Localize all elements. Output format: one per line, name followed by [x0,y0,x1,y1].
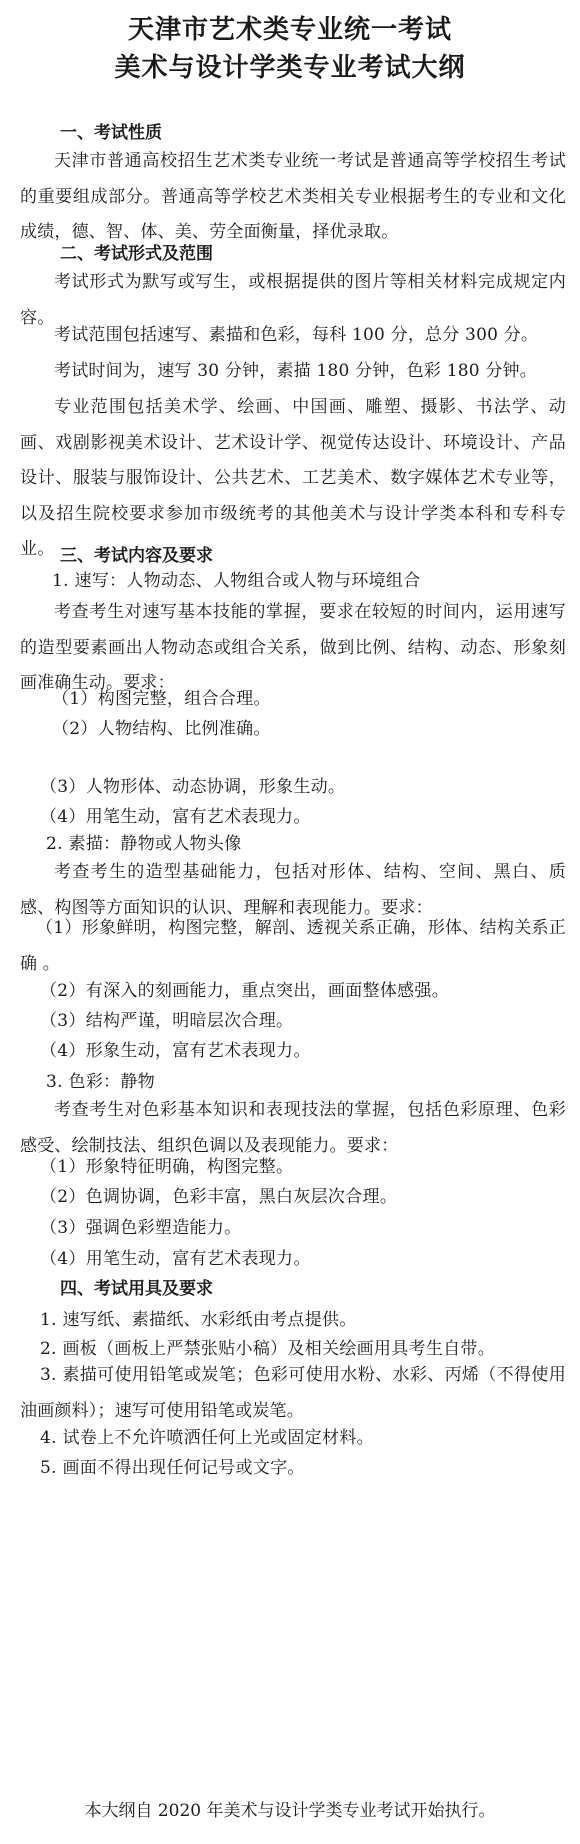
list-item: 2. 画板（画板上严禁张贴小稿）及相关绘画用具考生自带。 [40,1339,496,1359]
subsection-title-color: 3. 色彩：静物 [46,1072,156,1092]
section-heading-tools: 四、考试用具及要求 [60,1279,213,1299]
list-item: 5. 画面不得出现任何记号或文字。 [40,1458,305,1478]
list-item: 3. 素描可使用铅笔或炭笔；色彩可使用水粉、水彩、丙烯（不得使用油画颜料）；速写可使用铅笔或炭笔。 [20,1365,566,1421]
list-item: （2）色调协调，色彩丰富，黑白灰层次合理。 [40,1187,398,1207]
list-item: （2）有深入的刻画能力，重点突出，画面整体感强。 [40,981,450,1001]
subsection-title-drawing: 2. 素描：静物或人物头像 [46,834,242,854]
document-title-line1: 天津市艺术类专业统一考试 [127,15,452,45]
section-heading-nature: 一、考试性质 [60,123,162,143]
list-item: （2）人物结构、比例准确。 [52,719,271,739]
list-item: （4）形象生动，富有艺术表现力。 [40,1041,311,1061]
list-item: （4）用笔生动，富有艺术表现力。 [40,807,311,827]
list-item: 1. 速写纸、素描纸、水彩纸由考点提供。 [40,1310,357,1330]
list-item: （3）强调色彩塑造能力。 [40,1218,242,1238]
list-item: （4）用笔生动，富有艺术表现力。 [40,1249,311,1269]
paragraph-major-scope: 专业范围包括美术学、绘画、中国画、雕塑、摄影、书法学、动画、戏剧影视美术设计、艺术设计学、视觉传达设计、环境设计、产品设计、服装与服饰设计、公共艺术、工艺美术、数字媒体艺术专业等，以及招生院校要求参加市级统考的其他美术与设计学类本科和专科专业。 [20,397,566,559]
paragraph-color-requirements: 考查考生对色彩基本知识和表现技法的掌握，包括色彩原理、色彩感受、绘制技法、组织色调以及表现能力。要求： [20,1100,566,1156]
paragraph-exam-scope: 考试范围包括速写、素描和色彩，每科 100 分，总分 300 分。 [54,325,539,345]
list-item: （3）人物形体、动态协调，形象生动。 [40,777,346,797]
paragraph-exam-time: 考试时间为，速写 30 分钟，素描 180 分钟，色彩 180 分钟。 [54,361,537,381]
subsection-title-sketch: 1. 速写：人物动态、人物组合或人物与环境组合 [52,571,421,591]
paragraph-exam-form: 考试形式为默写或写生，或根据提供的图片等相关材料完成规定内容。 [20,272,566,328]
list-item: （1）构图完整，组合合理。 [52,689,271,709]
list-item: 4. 试卷上不允许喷洒任何上光或固定材料。 [40,1428,374,1448]
list-item: （1）形象鲜明，构图完整，解剖、透视关系正确，形体、结构关系正确 。 [20,918,566,974]
section-heading-content: 三、考试内容及要求 [60,546,213,566]
document-title-line2: 美术与设计学类专业考试大纲 [114,53,466,83]
section-heading-form-scope: 二、考试形式及范围 [60,244,213,264]
section-paragraph-nature: 天津市普通高校招生艺术类专业统一考试是普通高等学校招生考试的重要组成部分。普通高等学校艺术类相关专业根据考生的专业和文化成绩，德、智、体、美、劳全面衡量，择优录取。 [20,151,566,242]
paragraph-drawing-requirements: 考查考生的造型基础能力，包括对形体、结构、空间、黑白、质感、构图等方面知识的认识、理解和表现能力。要求： [20,862,566,918]
paragraph-sketch-requirements: 考查考生对速写基本技能的掌握，要求在较短的时间内，运用速写的造型要素画出人物动态或组合关系，做到比例、结构、动态、形象刻画准确生动。要求： [20,602,566,693]
document-footer: 本大纲自 2020 年美术与设计学类专业考试开始执行。 [84,1801,496,1821]
list-item: （3）结构严谨，明暗层次合理。 [40,1011,294,1031]
list-item: （1）形象特征明确，构图完整。 [40,1157,294,1177]
